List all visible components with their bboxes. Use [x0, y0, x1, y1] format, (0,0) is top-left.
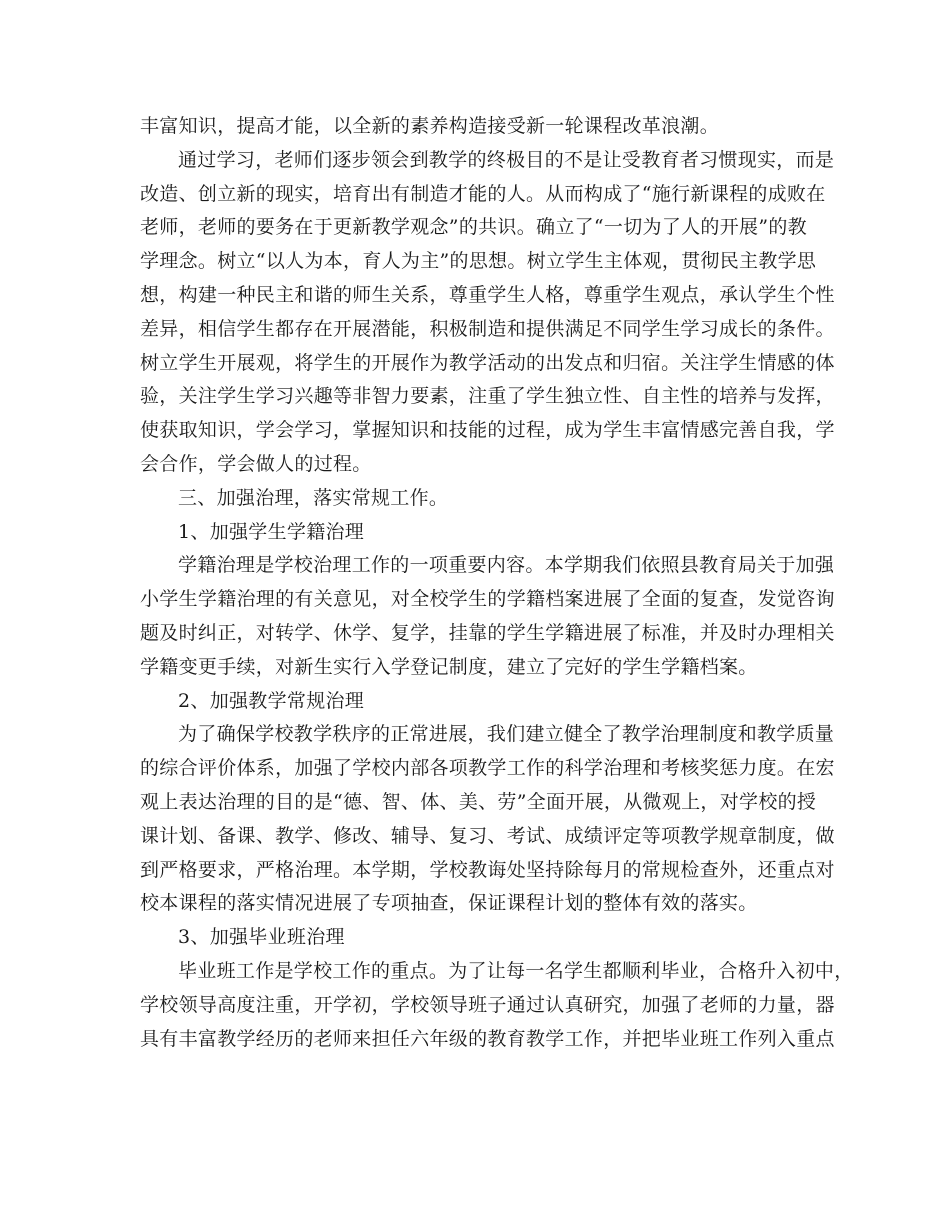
text-line: 小学生学籍治理的有关意见，对全校学生的学籍档案进展了全面的复查，发觉咨询: [140, 588, 835, 611]
text-line: 具有丰富教学经历的老师来担任六年级的教育教学工作，并把毕业班工作列入重点: [140, 1027, 835, 1050]
document-page: [140, 110, 854, 1056]
text-line: 学校领导高度注重，开学初，学校领导班子通过认真研究，加强了老师的力量，器: [140, 993, 835, 1016]
subsection-heading: 2、加强教学常规治理: [178, 689, 365, 712]
paragraph-start-line: 毕业班工作是学校工作的重点。为了让每一名学生都顺利毕业，合格升入初中，: [178, 959, 854, 982]
subsection-heading: 3、加强毕业班治理: [178, 926, 345, 949]
text-line: 老师，老师的要务在于更新教学观念”的共识。确立了“一切为了人的开展”的教: [140, 216, 807, 239]
text-line: 观上表达治理的目的是“德、智、体、美、劳”全面开展，从微观上，对学校的授: [140, 790, 817, 813]
text-line: 课计划、备课、教学、修改、辅导、复习、考试、成绩评定等项教学规章制度，做: [140, 824, 835, 847]
text-line: 想，构建一种民主和谐的师生关系，尊重学生人格，尊重学生观点，承认学生个性: [140, 283, 835, 306]
paragraph-start-line: 通过学习，老师们逐步领会到教学的终极目的不是让受教育者习惯现实，而是: [178, 148, 835, 171]
section-heading: 三、加强治理，落实常规工作。: [178, 486, 449, 509]
text-line: 会合作，学会做人的过程。: [140, 452, 372, 475]
paragraph-start-line: 为了确保学校教学秩序的正常进展，我们建立健全了教学治理制度和教学质量: [178, 723, 835, 746]
text-line: 到严格要求，严格治理。本学期，学校教诲处坚持除每月的常规检查外，还重点对: [140, 858, 835, 881]
text-line: 树立学生开展观，将学生的开展作为教学活动的出发点和归宿。关注学生情感的体: [140, 351, 835, 374]
text-line: 验，关注学生学习兴趣等非智力要素，注重了学生独立性、自主性的培养与发挥，: [140, 385, 835, 408]
text-line: 的综合评价体系，加强了学校内部各项教学工作的科学治理和考核奖惩力度。在宏: [140, 757, 835, 780]
text-line: 校本课程的落实情况进展了专项抽查，保证课程计划的整体有效的落实。: [140, 892, 758, 915]
paragraph-start-line: 学籍治理是学校治理工作的一项重要内容。本学期我们依照县教育局关于加强: [178, 554, 835, 577]
text-line: 学籍变更手续，对新生实行入学登记制度，建立了完好的学生学籍档案。: [140, 655, 758, 678]
text-line: 使获取知识，学会学习，掌握知识和技能的过程，成为学生丰富情感完善自我，学: [140, 419, 835, 442]
text-line: 学理念。树立“以人为本，育人为主”的思想。树立学生主体观，贯彻民主教学思: [140, 250, 817, 273]
text-line: 题及时纠正，对转学、休学、复学，挂靠的学生学籍进展了标准，并及时办理相关: [140, 621, 835, 644]
text-line: 丰富知识，提高才能，以全新的素养构造接受新一轮课程改革浪潮。: [140, 115, 720, 137]
text-line: 改造、创立新的现实，培育出有制造才能的人。从而构成了“施行新课程的成败在: [140, 182, 826, 205]
subsection-heading: 1、加强学生学籍治理: [178, 520, 365, 543]
text-line: 差异，相信学生都存在开展潜能，积极制造和提供满足不同学生学习成长的条件。: [140, 317, 835, 340]
